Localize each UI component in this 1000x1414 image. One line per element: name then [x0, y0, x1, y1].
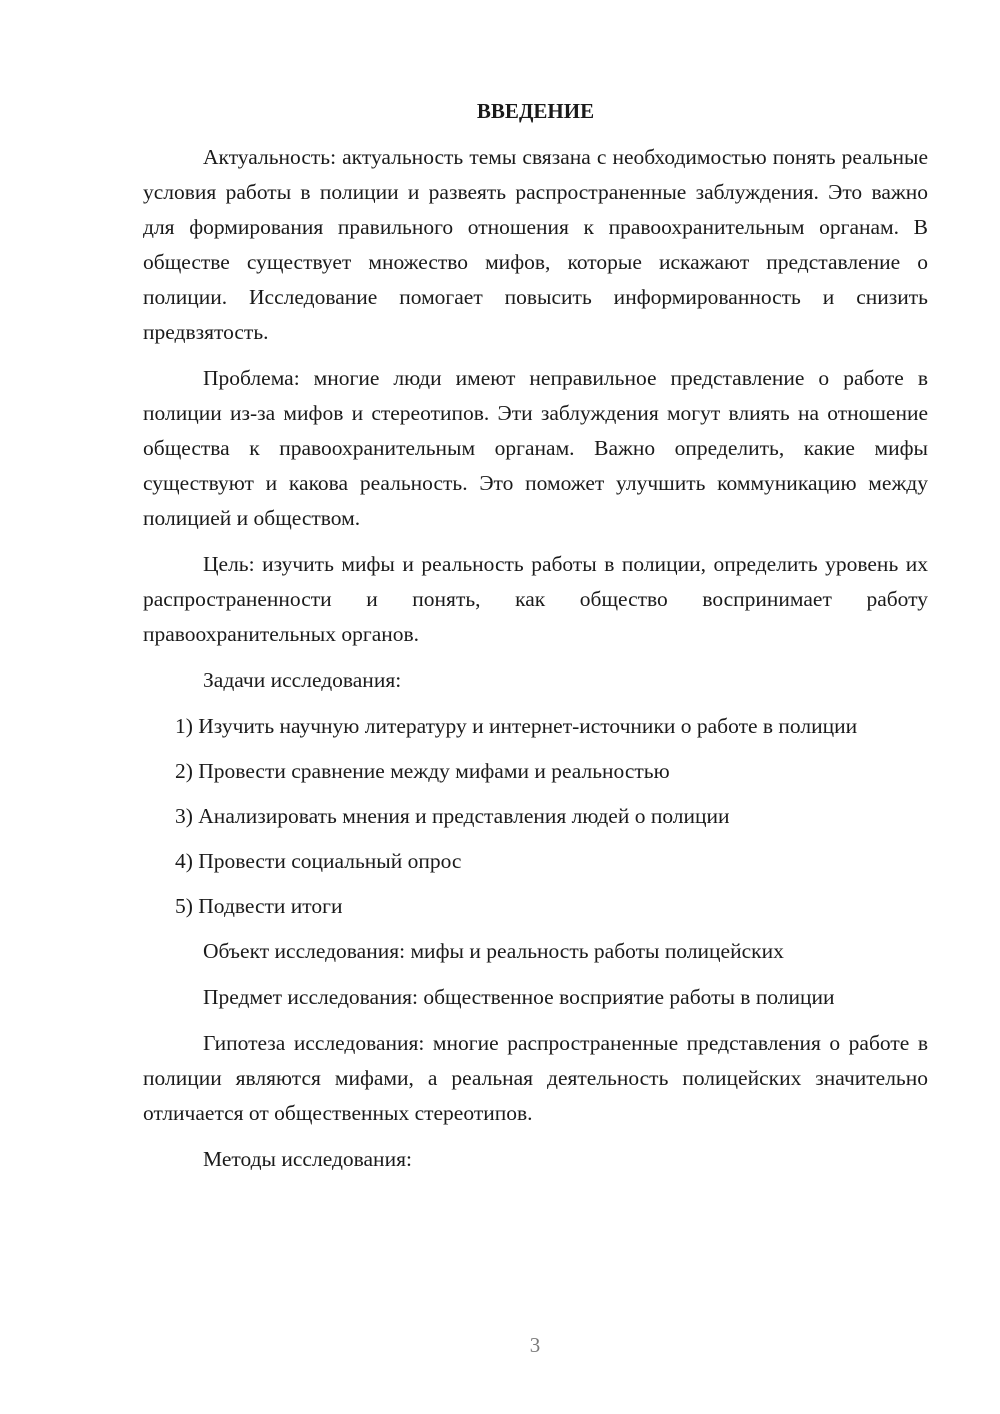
paragraph-tasks-heading: Задачи исследования: — [203, 668, 402, 692]
page-number: 3 — [529, 1333, 541, 1357]
paragraph-hypothesis: Гипотеза исследования: многие распространенные представления о работе в полиции являются мифами, а реальная деятельность полицейских значительно отличается от общественных стереотипов. — [143, 1031, 928, 1125]
paragraph-problem: Проблема: многие люди имеют неправильное представление о работе в полиции из-за мифов и стереотипов. Эти заблуждения могут влиять на отношение общества к правоохранительным органам. Важно определить, какие мифы существуют и какова реальность. Это поможет улучшить коммуникацию между полицией и обществом. — [143, 366, 928, 530]
list-item: 2) Провести сравнение между мифами и реальностью — [175, 759, 670, 783]
paragraph-subject: Предмет исследования: общественное восприятие работы в полиции — [203, 985, 835, 1009]
paragraph-relevance: Актуальность: актуальность темы связана с необходимостью понять реальные условия работы в полиции и развеять распространенные заблуждения. Это важно для формирования правильного отношения к правоохранительным органам. В обществе существует множество мифов, которые искажают представление о полиции. Исследование помогает повысить информированность и снизить предвзятость. — [143, 145, 928, 344]
list-item: 3) Анализировать мнения и представления людей о полиции — [175, 804, 730, 828]
paragraph-goal: Цель: изучить мифы и реальность работы в полиции, определить уровень их распространенности и понять, как общество воспринимает работу правоохранительных органов. — [143, 552, 928, 646]
paragraph-methods-heading: Методы исследования: — [203, 1147, 412, 1171]
page-title: ВВЕДЕНИЕ — [476, 99, 595, 123]
list-item: 4) Провести социальный опрос — [175, 849, 462, 873]
paragraph-object: Объект исследования: мифы и реальность работы полицейских — [203, 939, 784, 963]
task-list — [143, 709, 928, 924]
list-item: 1) Изучить научную литературу и интернет-источники о работе в полиции — [175, 714, 858, 738]
list-item: 5) Подвести итоги — [175, 894, 343, 918]
page-body — [143, 94, 928, 1188]
